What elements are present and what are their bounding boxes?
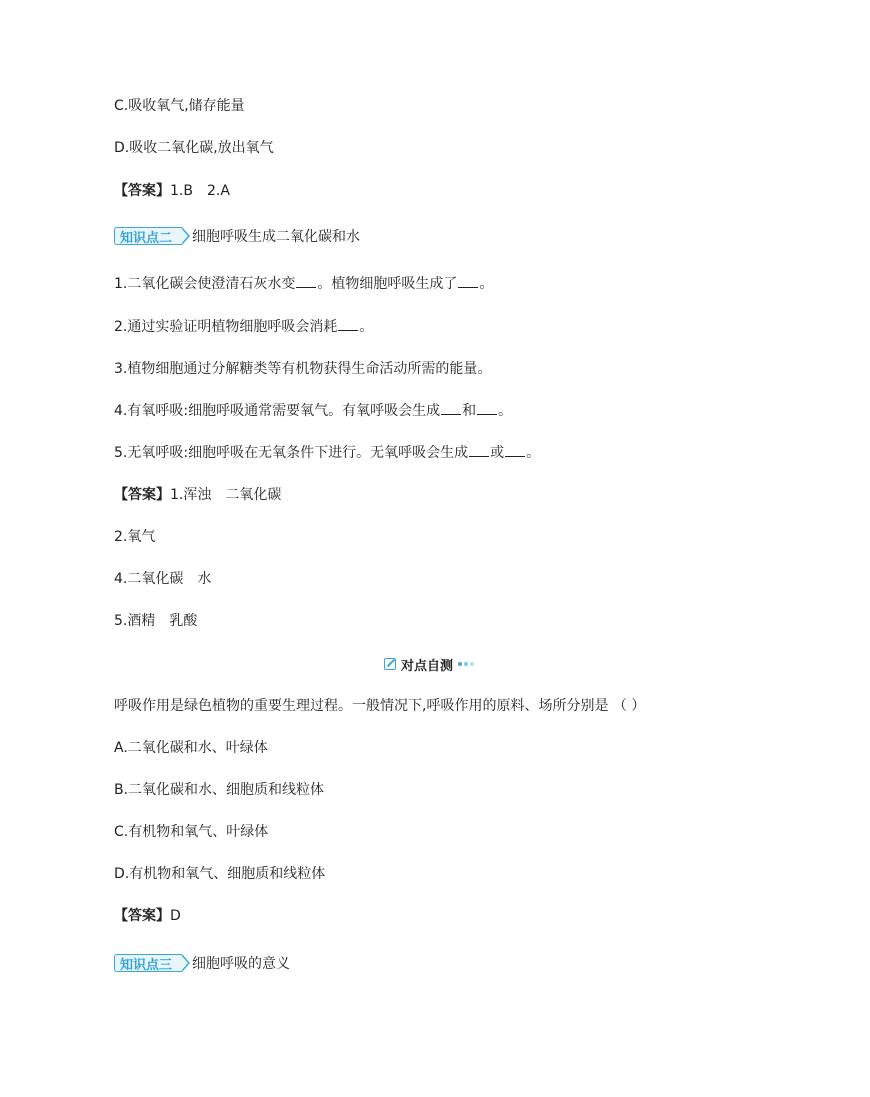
- option-c: C.吸收氧气,储存能量: [114, 98, 245, 114]
- answer-3: 【答案】D: [114, 908, 181, 924]
- answer-blank[interactable]: [458, 275, 478, 288]
- dots-decoration: [458, 662, 476, 666]
- knowledge-point-badge: 知识点二: [114, 227, 182, 245]
- answer-2-line-2: 2.氧气: [114, 529, 156, 545]
- answer-1: 【答案】1.B 2.A: [114, 183, 230, 199]
- answer-blank[interactable]: [296, 275, 316, 288]
- answer-blank[interactable]: [441, 402, 461, 415]
- knowledge-point-badge: 知识点三: [114, 954, 182, 972]
- knowledge-point-title: 细胞呼吸的意义: [192, 956, 291, 972]
- question-3: 3.植物细胞通过分解糖类等有机物获得生命活动所需的能量。: [114, 361, 492, 377]
- answer-label: 【答案】: [114, 487, 170, 503]
- self-test-title: 对点自测: [401, 658, 454, 674]
- question-5: 5.无氧呼吸:细胞呼吸在无氧条件下进行。无氧呼吸会生成 或 。: [114, 445, 541, 461]
- self-test-heading: [384, 654, 476, 674]
- test-option-d[interactable]: D.有机物和氧气、细胞质和线粒体: [114, 866, 326, 882]
- dot-icon: [470, 662, 474, 666]
- answer-label: 【答案】: [114, 183, 170, 199]
- option-d: D.吸收二氧化碳,放出氧气: [114, 140, 274, 156]
- answer-2-line-4: 4.二氧化碳 水: [114, 571, 212, 587]
- test-question: 呼吸作用是绿色植物的重要生理过程。一般情况下,呼吸作用的原料、场所分别是 （ ）: [114, 698, 646, 714]
- test-option-b[interactable]: B.二氧化碳和水、细胞质和线粒体: [114, 782, 325, 798]
- answer-label: 【答案】: [114, 908, 170, 924]
- question-4: 4.有氧呼吸:细胞呼吸通常需要氧气。有氧呼吸会生成 和 。: [114, 403, 513, 419]
- answer-blank[interactable]: [338, 318, 358, 331]
- answer-2-line-5: 5.酒精 乳酸: [114, 613, 198, 629]
- test-option-c[interactable]: C.有机物和氧气、叶绿体: [114, 824, 269, 840]
- pen-icon: [384, 658, 396, 670]
- question-2: 2.通过实验证明植物细胞呼吸会消耗 。: [114, 319, 374, 335]
- answer-blank[interactable]: [505, 444, 525, 457]
- dot-icon: [464, 662, 468, 666]
- question-1: 1.二氧化碳会使澄清石灰水变 。植物细胞呼吸生成了 。: [114, 276, 494, 292]
- answer-blank[interactable]: [477, 402, 497, 415]
- dot-icon: [458, 662, 462, 666]
- test-option-a[interactable]: A.二氧化碳和水、叶绿体: [114, 740, 268, 756]
- knowledge-point-3: [114, 953, 290, 973]
- knowledge-point-title: 细胞呼吸生成二氧化碳和水: [192, 229, 361, 245]
- answer-2: 【答案】1.浑浊 二氧化碳: [114, 487, 282, 503]
- answer-blank[interactable]: [469, 444, 489, 457]
- knowledge-point-2: [114, 226, 360, 246]
